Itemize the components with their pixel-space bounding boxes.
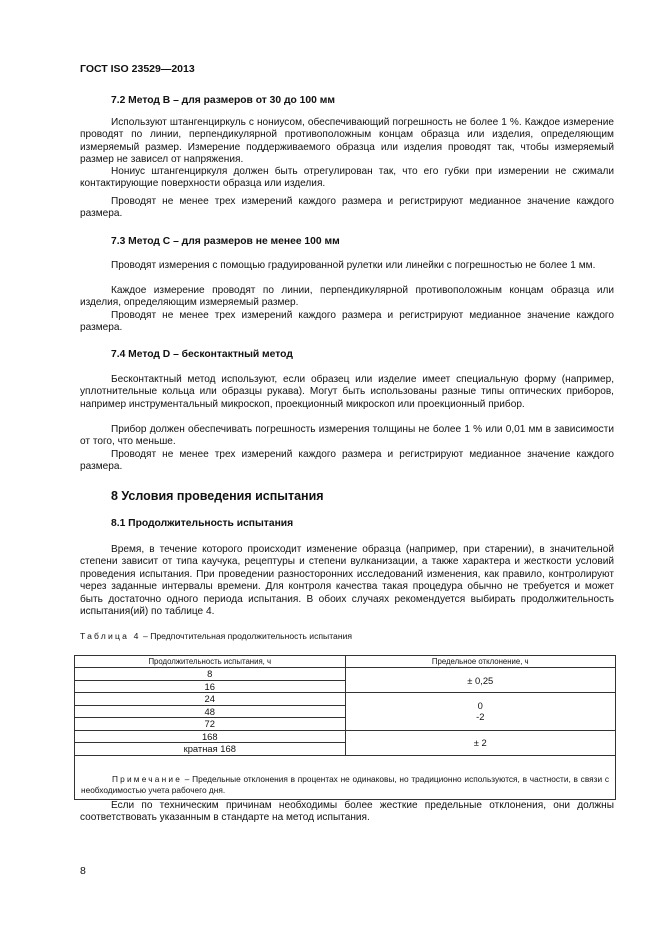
deviation-cell: ± 0,25 bbox=[345, 668, 615, 693]
table-4-caption-text: – Предпочтительная продолжительность испытания bbox=[140, 631, 353, 641]
section-7-4-title: 7.4 Метод D – бесконтактный метод bbox=[111, 349, 293, 360]
section-7-3-paragraph-3: Проводят не менее трех измерений каждого размера и регистрируют медианное значение каждого размера. bbox=[80, 310, 614, 334]
table-4-caption bbox=[80, 631, 352, 641]
table-note bbox=[75, 755, 616, 799]
section-7-3-paragraph-2: Каждое измерение проводят по линии, перпендикулярной противоположным концам образца или изделия, определяющим измеряемый размер. bbox=[80, 285, 614, 309]
section-8-title: 8 Условия проведения испытания bbox=[111, 489, 324, 503]
section-8-1-paragraph-1: Время, в течение которого происходит изменение образца (например, при старении), в значительной степени зависит от типа каучука, рецептуры и степени вулканизации, а также характера и жесткости условий проведения испытания. При проведении разносторонних исследований изменения, как правило, контролируют через заданные интервалы времени. Для контроля качества такая процедура обычно не требуется и может быть достаточно одного периода испытания. В обоих случаях рекомендуется выбирать продолжительность испытания(ий) по таблице 4. bbox=[80, 544, 614, 618]
section-7-2-paragraph-1: Используют штангенциркуль с нониусом, обеспечивающий погрешность не более 1 %. Каждое измерение проводят по линии, перпендикулярной противоположным концам образца или изделия, определяющим измеряемый размер. Измерение поддерживаемого образца или изделия проводят так, чтобы измеряемый размер не зависел от напряжения. bbox=[80, 117, 614, 166]
table-4-caption-prefix: Таблица 4 bbox=[80, 631, 141, 641]
table-note-row bbox=[75, 755, 616, 799]
section-7-4-paragraph-2: Прибор должен обеспечивать погрешность измерения толщины не более 1 % или 0,01 мм в зависимости от того, что меньше. bbox=[80, 424, 614, 448]
deviation-upper: 0 bbox=[477, 700, 483, 712]
deviation-cell bbox=[345, 693, 615, 731]
deviation-lower: -2 bbox=[476, 711, 485, 723]
document-header: ГОСТ ISO 23529—2013 bbox=[80, 63, 195, 75]
section-7-3-title: 7.3 Метод С – для размеров не менее 100 мм bbox=[111, 236, 340, 247]
table-4 bbox=[74, 655, 616, 800]
duration-cell: кратная 168 bbox=[75, 743, 346, 756]
section-7-2-paragraph-3: Проводят не менее трех измерений каждого размера и регистрируют медианное значение каждого размера. bbox=[80, 196, 614, 220]
section-8-1-title: 8.1 Продолжительность испытания bbox=[111, 518, 294, 529]
duration-cell: 8 bbox=[75, 668, 346, 681]
table-row bbox=[75, 668, 616, 681]
section-7-2-paragraph-2: Нониус штангенциркуля должен быть отрегулирован так, что его губки при измерении не сжимали контактирующие поверхности образца или изделия. bbox=[80, 166, 614, 190]
section-7-4-paragraph-1: Бесконтактный метод используют, если образец или изделие имеет специальную форму (например, уплотнительные кольца или образцы рукава). Могут быть использованы разные типы оптических приборов, например инструментальный микроскоп, проекционный микроскоп или проекционный прибор. bbox=[80, 374, 614, 410]
duration-cell: 16 bbox=[75, 680, 346, 693]
table-header-duration: Продолжительность испытания, ч bbox=[75, 656, 346, 668]
section-7-2-title: 7.2 Метод В – для размеров от 30 до 100 мм bbox=[111, 95, 335, 106]
page-number: 8 bbox=[80, 865, 86, 877]
table-header-row bbox=[75, 656, 616, 668]
duration-cell: 48 bbox=[75, 705, 346, 718]
section-7-3-paragraph-1: Проводят измерения с помощью градуированной рулетки или линейки с погрешностью не более 1 мм. bbox=[111, 260, 596, 271]
duration-cell: 72 bbox=[75, 718, 346, 731]
table-note-prefix: Примечание bbox=[112, 773, 183, 784]
duration-cell: 168 bbox=[75, 730, 346, 743]
table-note-text: – Предельные отклонения в процентах не одинаковы, но традиционно используются, в частности, в связи с необходимостью учета рабочего дня. bbox=[81, 773, 609, 795]
table-header-deviation: Предельное отклонение, ч bbox=[345, 656, 615, 668]
closing-paragraph: Если по техническим причинам необходимы более жесткие предельные отклонения, они должны соответствовать указанным в стандарте на метод испытания. bbox=[80, 800, 614, 824]
section-7-4-paragraph-3: Проводят не менее трех измерений каждого размера и регистрируют медианное значение каждого размера. bbox=[80, 449, 614, 473]
table-row bbox=[75, 730, 616, 743]
duration-cell: 24 bbox=[75, 693, 346, 706]
table-row bbox=[75, 693, 616, 706]
deviation-cell: ± 2 bbox=[345, 730, 615, 755]
